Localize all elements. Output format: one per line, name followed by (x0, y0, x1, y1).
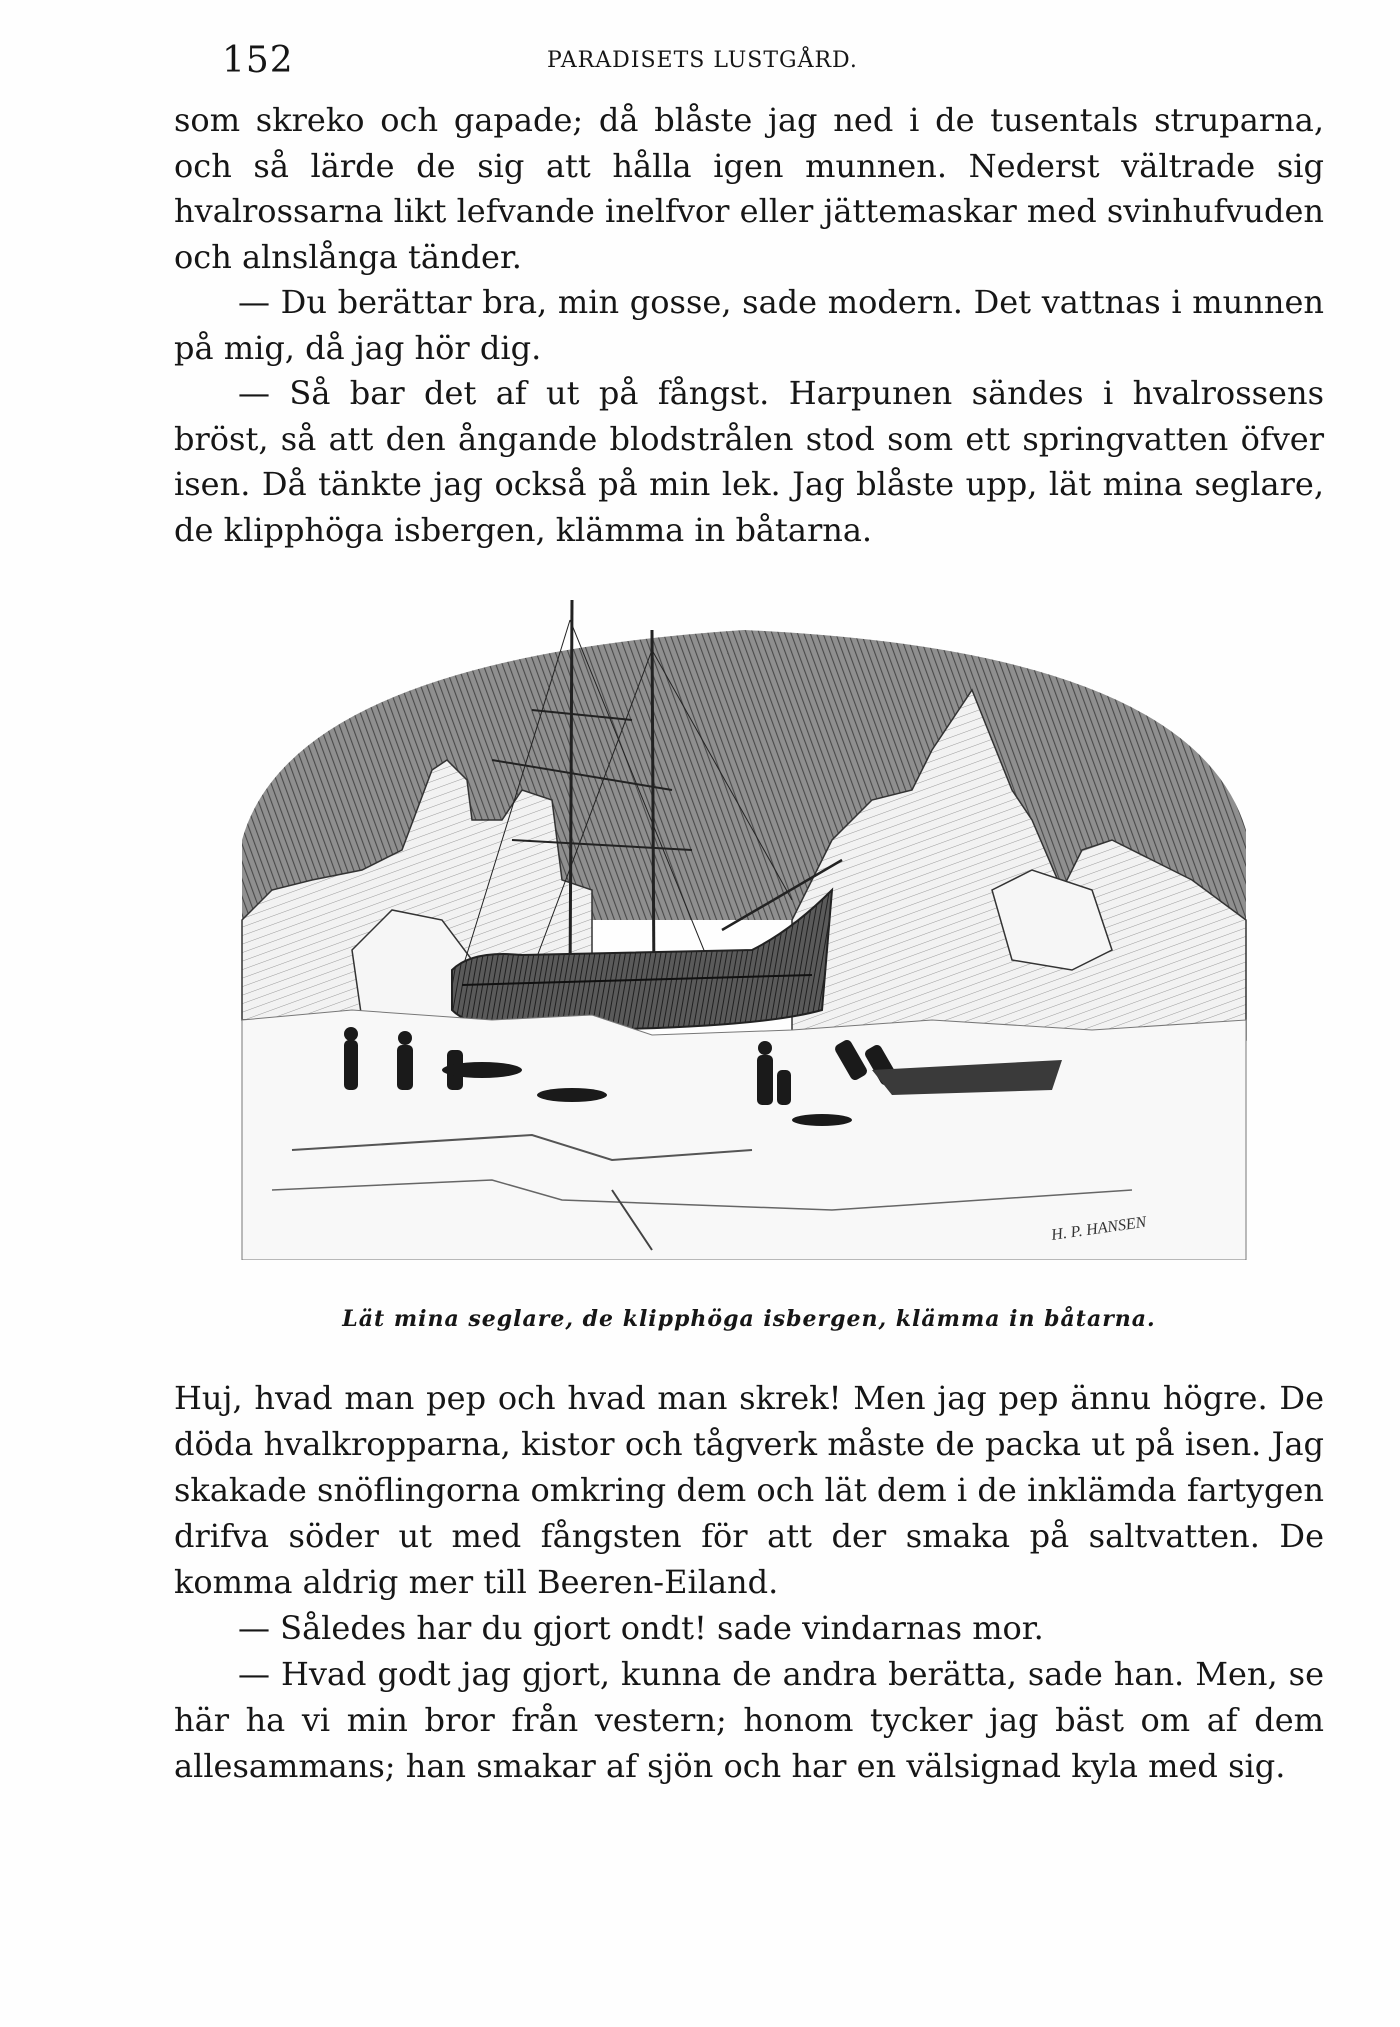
paragraph: som skreko och gapade; då blåste jag ned i de tusentals struparna, och så lärde de sig att hålla igen munnen. Nederst vältrade sig hvalrossarna likt lefvande inelfvor eller jättemaskar med svinhufvuden och alnslånga tänder. (174, 101, 1324, 276)
text-block-bottom (174, 1375, 1324, 1789)
paragraph: — Så bar det af ut på fångst. Harpunen sändes i hvalrossens bröst, så att den ångande blodstrålen stod som ett springvatten öfver isen. Då tänkte jag också på min lek. Jag blåste upp, lät mina seglare, de klipphöga isbergen, klämma in båtarna. (174, 374, 1324, 549)
paragraph: — Således har du gjort ondt! sade vindarnas mor. (238, 1609, 1044, 1647)
running-head: PARADISETS LUSTGÅRD. (547, 48, 858, 73)
paragraph: Huj, hvad man pep och hvad man skrek! Men jag pep ännu högre. De döda hvalkropparna, kistor och tågverk måste de packa ut på isen. Jag skakade snöflingorna omkring dem och lät dem i de inklämda fartygen drifva söder ut med fångsten för att der smaka på saltvatten. De komma aldrig mer till Beeren-Eiland. (174, 1379, 1324, 1601)
page-number: 152 (222, 40, 294, 81)
engraver-signature: H. P. HANSEN (1050, 1213, 1148, 1244)
engraving-illustration (232, 590, 1256, 1260)
text-block-top (174, 98, 1324, 553)
page-header (222, 40, 982, 90)
paragraph: — Du berättar bra, min gosse, sade modern. Det vattnas i munnen på mig, då jag hör dig. (174, 283, 1324, 367)
illustration-caption: Lät mina seglare, de klipphöga isbergen, klämma in båtarna. (342, 1306, 1156, 1332)
paragraph: — Hvad godt jag gjort, kunna de andra berätta, sade han. Men, se här ha vi min bror från vestern; honom tycker jag bäst om af dem allesammans; han smakar af sjön och har en välsignad kyla med sig. (174, 1655, 1324, 1785)
